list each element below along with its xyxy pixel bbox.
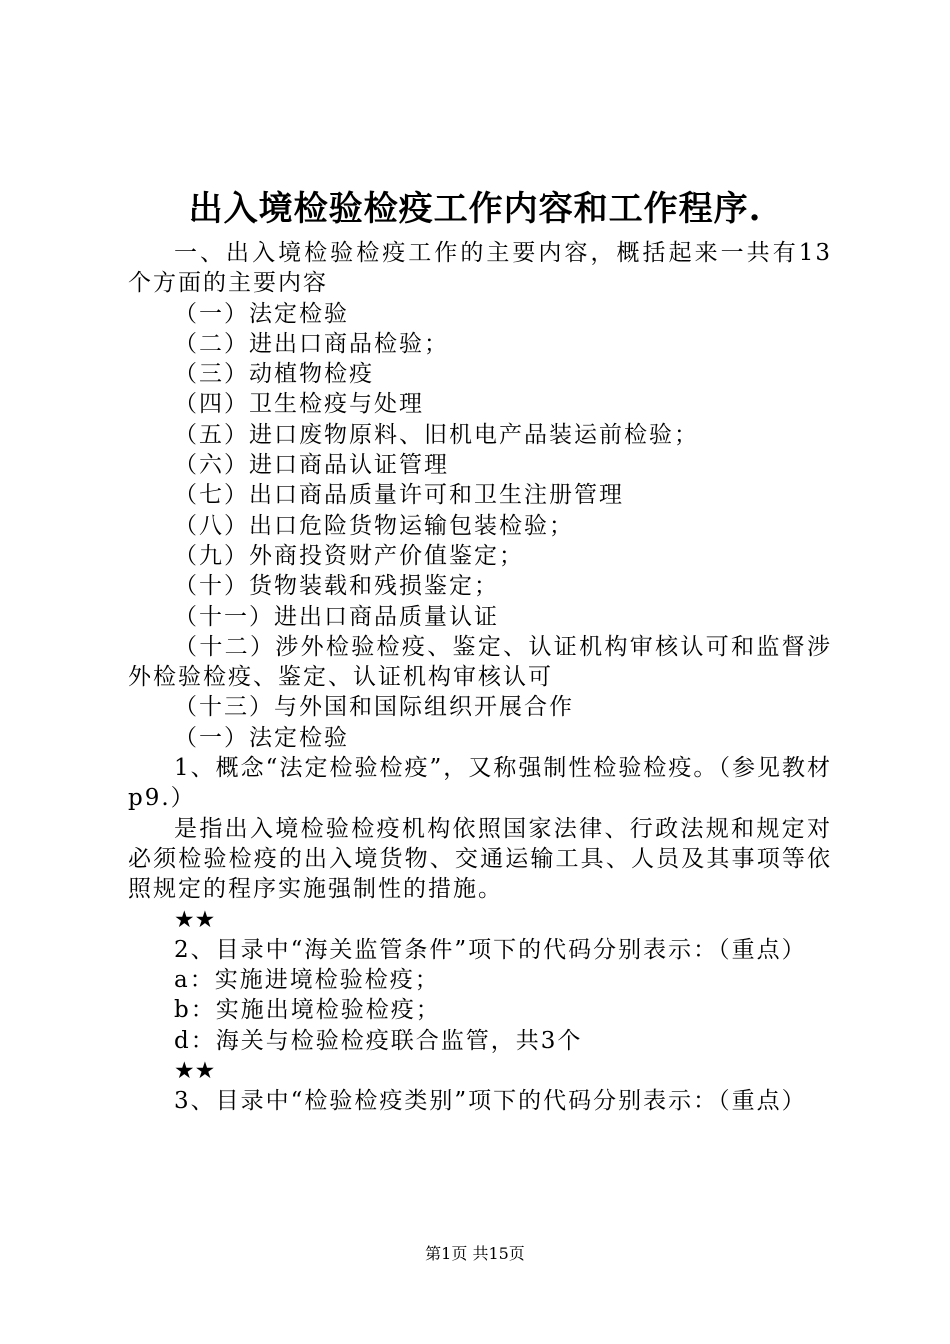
list-item: （八）出口危险货物运输包装检验； bbox=[174, 512, 574, 539]
list-item: b：实施出境检验检疫； bbox=[174, 997, 441, 1024]
list-item: （四）卫生检疫与处理 bbox=[174, 391, 424, 418]
list-item: （二）进出口商品检验； bbox=[174, 330, 449, 357]
star-marker: ★★ bbox=[174, 1058, 216, 1085]
document-title: 出入境检验检疫工作内容和工作程序. bbox=[188, 189, 762, 229]
list-item: （六）进口商品认证管理 bbox=[174, 452, 449, 479]
list-item: （九）外商投资财产价值鉴定； bbox=[174, 542, 524, 569]
section-heading: （一）法定检验 bbox=[174, 724, 349, 751]
list-item: （十一）进出口商品质量认证 bbox=[174, 603, 499, 630]
paragraph-customs-codes: 2、目录中“海关监管条件”项下的代码分别表示：（重点） bbox=[174, 936, 807, 963]
document-body bbox=[128, 238, 832, 1117]
list-item: （十）货物装载和残损鉴定； bbox=[174, 573, 499, 600]
paragraph-definition: 是指出入境检验检疫机构依照国家法律、行政法规和规定对必须检验检疫的出入境货物、交通运输工具、人员及其事项等依照规定的程序实施强制性的措施。 bbox=[128, 815, 832, 903]
paragraph-concept: 1、概念“法定检验检疫”，又称强制性检验检疫。（参见教材p9.） bbox=[128, 755, 832, 812]
star-marker: ★★ bbox=[174, 906, 216, 933]
list-item: （七）出口商品质量许可和卫生注册管理 bbox=[174, 482, 624, 509]
list-item: （五）进口废物原料、旧机电产品装运前检验； bbox=[174, 421, 699, 448]
list-item: （十三）与外国和国际组织开展合作 bbox=[174, 694, 574, 721]
paragraph-intro: 一、出入境检验检疫工作的主要内容，概括起来一共有13个方面的主要内容 bbox=[128, 240, 832, 297]
page-footer: 第1页 共15页 bbox=[425, 1244, 525, 1263]
list-item: d：海关与检验检疫联合监管，共3个 bbox=[174, 1027, 583, 1054]
list-item: （十二）涉外检验检疫、鉴定、认证机构审核认可和监督涉外检验检疫、鉴定、认证机构审核认可 bbox=[128, 633, 832, 691]
list-item: （三）动植物检疫 bbox=[174, 361, 374, 388]
list-item: （一）法定检验 bbox=[174, 300, 349, 327]
paragraph-inspection-codes: 3、目录中“检验检疫类别”项下的代码分别表示：（重点） bbox=[174, 1088, 807, 1115]
list-item: a：实施进境检验检疫； bbox=[174, 967, 440, 994]
